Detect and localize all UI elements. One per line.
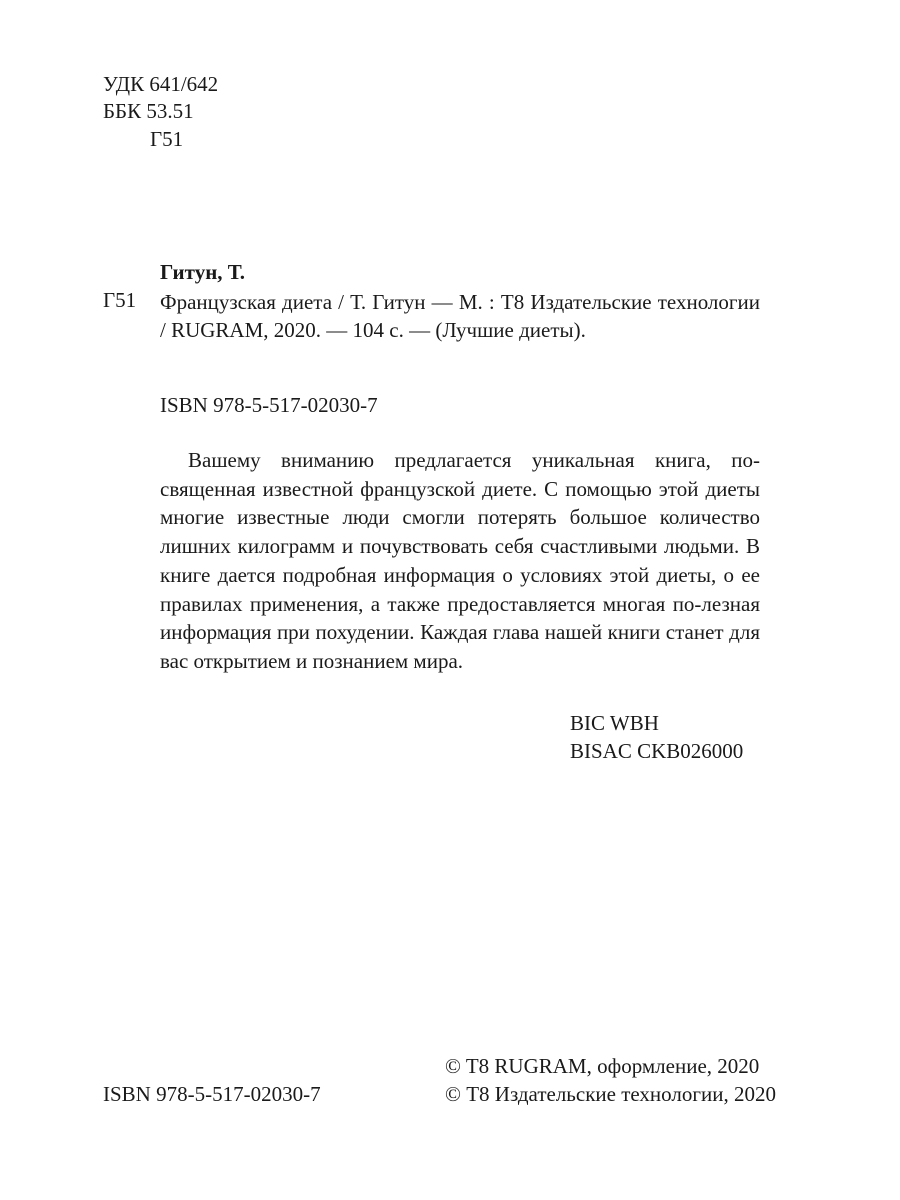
book-annotation: Вашему вниманию предлагается уникальная книга, посвященная известной французской диете. С помощью этой диеты многие известные люди смогли потерять большое количество лишних килограмм и почувствовать себя счастливыми людьми. В книге дается подробная информация о условиях этой диеты, о ее правилах применения, а также предоставляется многая по-лезная информация при похудении. Каждая глава нашей книги станет для вас открытием и познанием мира.: [160, 448, 760, 673]
author-sign-side-code: Г51: [103, 288, 137, 312]
bbk-code: ББК 53.51: [103, 99, 194, 123]
isbn-footer: ISBN 978-5-517-02030-7: [103, 1082, 321, 1106]
copyright-design: © T8 RUGRAM, оформление, 2020: [445, 1054, 760, 1078]
isbn-main: ISBN 978-5-517-02030-7: [160, 393, 378, 417]
bisac-code: BISAC CKB026000: [570, 739, 744, 763]
udk-code: УДК 641/642: [103, 72, 219, 96]
bibliographic-description: Французская диета / Т. Гитун — М. : Т8 Издательские технологии / RUGRAM, 2020. — 104 с. — (Лучшие диеты).: [160, 290, 760, 342]
copyright-publisher: © Т8 Издательские технологии, 2020: [445, 1082, 776, 1106]
bic-code: BIC WBH: [570, 711, 659, 735]
author-heading: Гитун, Т.: [160, 260, 245, 284]
author-sign-code: Г51: [150, 127, 184, 151]
